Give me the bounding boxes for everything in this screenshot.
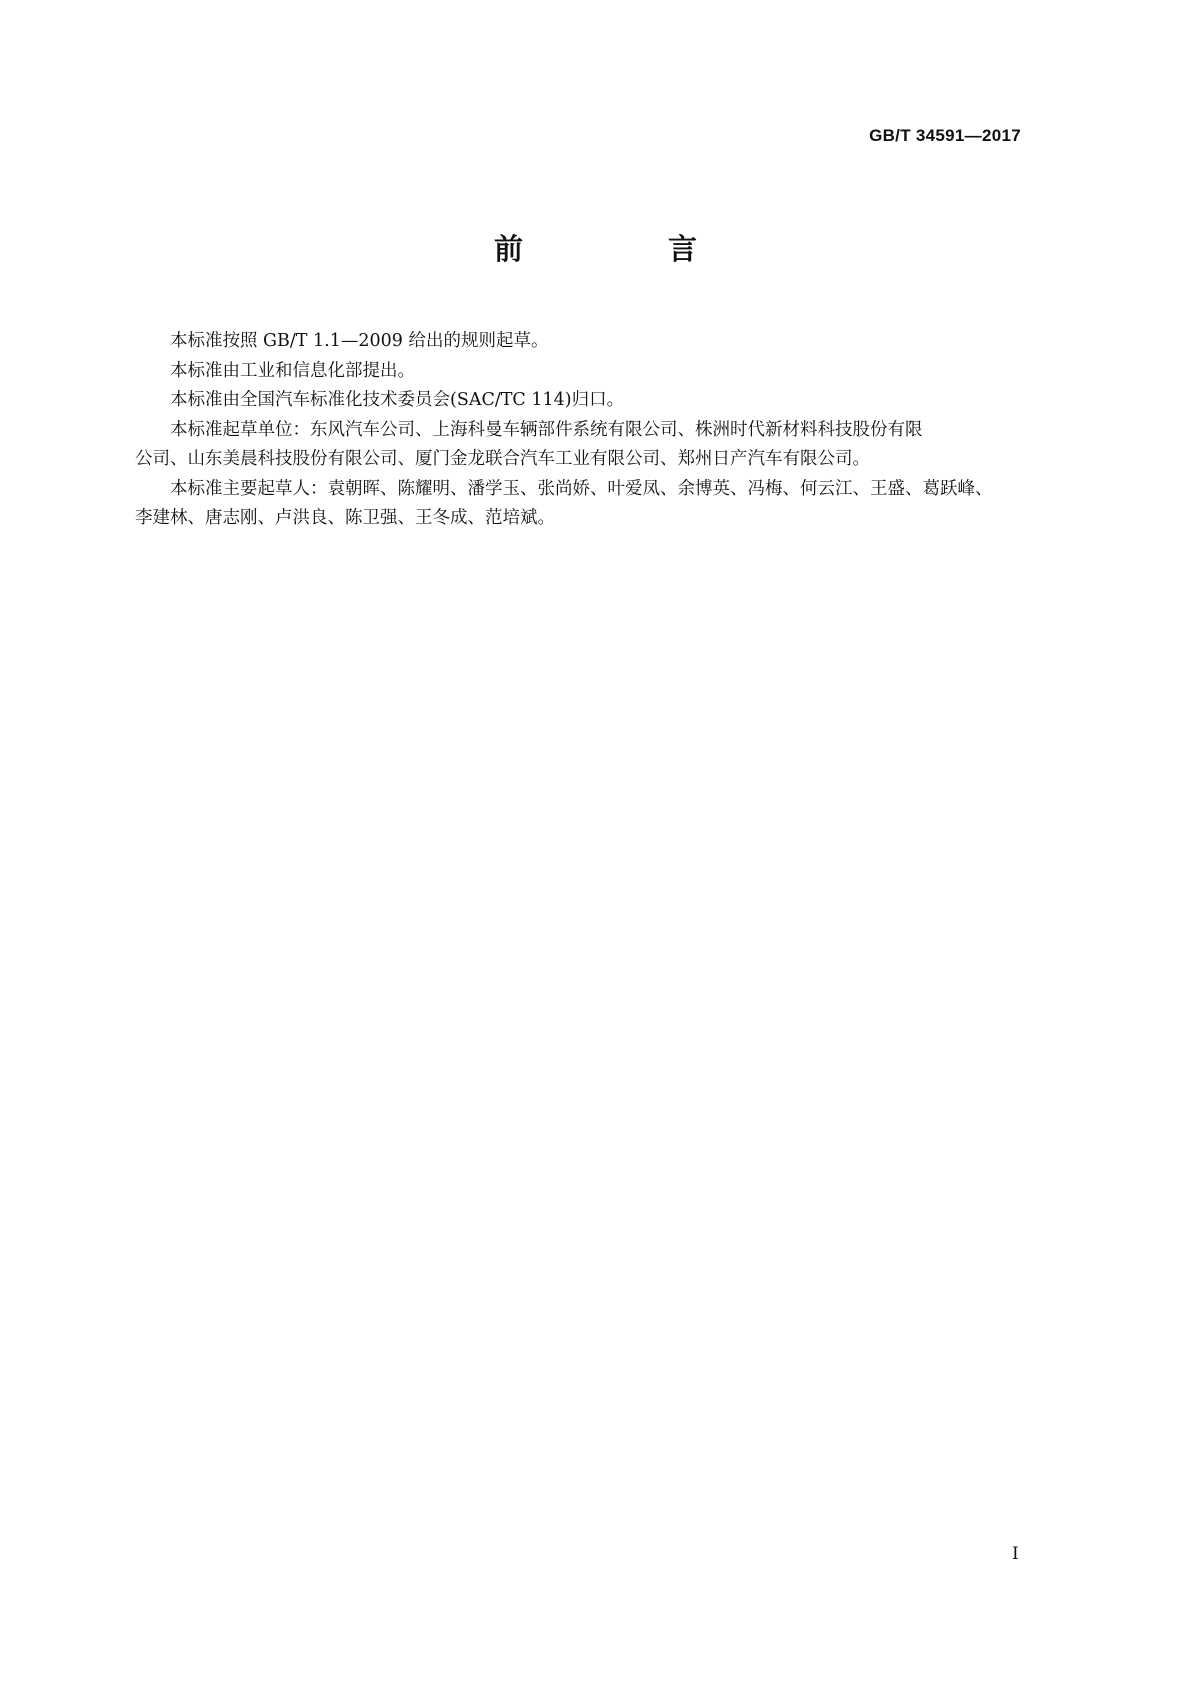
paragraph-line-continuation: 公司、山东美晨科技股份有限公司、厦门金龙联合汽车工业有限公司、郑州日产汽车有限公司。 (135, 449, 870, 469)
paragraph-administration (135, 386, 1060, 416)
paragraph-drafting-units (135, 416, 1060, 475)
paragraph-line-continuation: 李建林、唐志刚、卢洪良、陈卫强、王冬成、范培斌。 (135, 508, 555, 528)
paragraph-line: 本标准按照 GB/T 1.1—2009 给出的规则起草。 (170, 331, 549, 351)
standard-code: GB/T 34591—2017 (869, 126, 1021, 145)
page-number: I (1012, 1544, 1019, 1564)
page-title: 前 言 (493, 232, 755, 266)
paragraph-line: 本标准由全国汽车标准化技术委员会(SAC/TC 114)归口。 (170, 390, 625, 410)
paragraph-main-drafters (135, 475, 1060, 534)
paragraph-proposer (135, 357, 1060, 387)
paragraph-line: 本标准由工业和信息化部提出。 (170, 360, 415, 381)
paragraph-line: 本标准起草单位：东风汽车公司、上海科曼车辆部件系统有限公司、株洲时代新材料科技股份有限 (170, 419, 923, 440)
paragraph-drafting-rules (135, 327, 1060, 357)
document-body (135, 327, 1060, 534)
paragraph-line: 本标准主要起草人：袁朝晖、陈耀明、潘学玉、张尚娇、叶爱凤、余博英、冯梅、何云江、王盛、葛跃峰、 (170, 478, 993, 499)
